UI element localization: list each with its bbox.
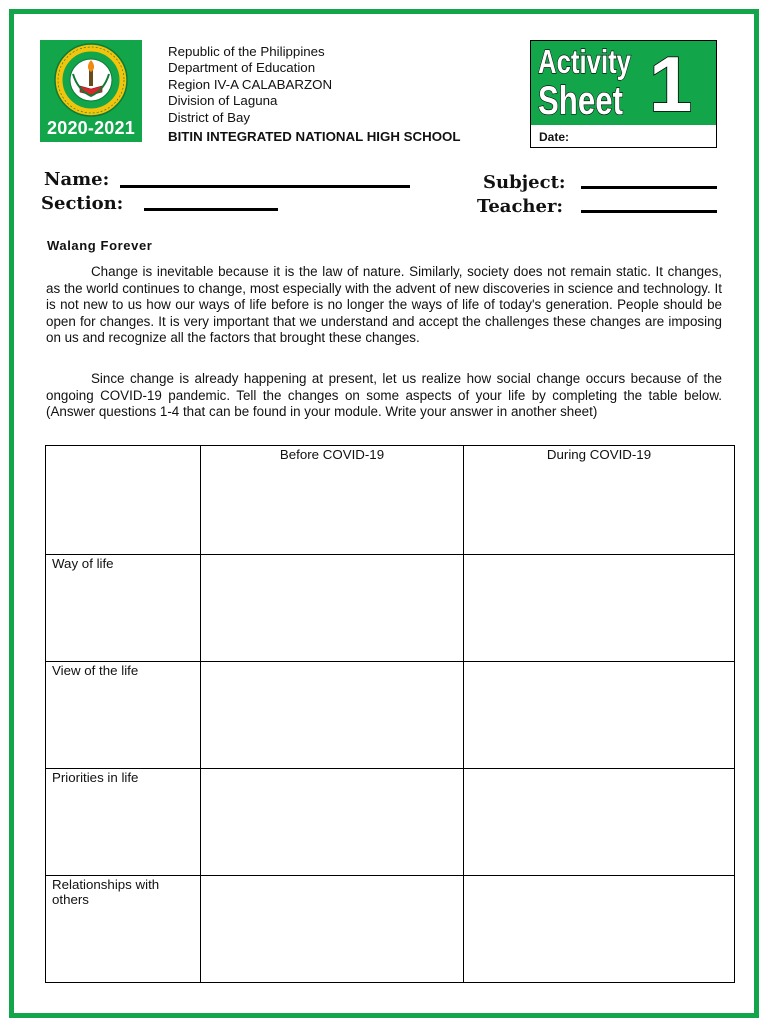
table-row [46,876,735,983]
activity-word: Activity [538,43,631,80]
header-line: Division of Laguna [168,93,278,109]
teacher-label: Teacher: [477,196,564,217]
row-label-cell [46,769,201,876]
table-row [46,555,735,662]
row-label-cell [46,555,201,662]
header-line: Region IV-A CALABARZON [168,76,333,92]
seal-graphic [40,40,142,120]
row-label: View of the life [52,663,139,678]
name-label: Name: [44,169,110,190]
column-header-during: During COVID-19 [464,446,735,555]
activity-number: 1 [649,40,693,128]
row-label-cell [46,662,201,769]
seal-year: 2020-2021 [47,118,135,138]
header-line: Department of Education [168,60,316,76]
header-line: District of Bay [168,109,251,125]
intro-paragraph: Change is inevitable because it is the law of nature. Similarly, society does not remain static. It changes, as the world continues to change, most especially with the advent of new discoveries in science and technology. It is not new to us how our ways of life before is no longer the ways of life of today's generation. People should be open for changes. It is very important that we understand and accept the challenges these changes are imposing on us and recognize all the factors that brought these changes. [46,264,722,346]
header-line: Republic of the Philippines [168,44,325,59]
date-label: Date: [539,130,570,144]
agency-header [168,44,461,145]
table-row [46,662,735,769]
answer-cell-during[interactable] [464,662,735,769]
subject-label: Subject: [483,172,566,193]
row-label: Relationships with others [52,877,160,907]
school-seal [40,40,142,142]
subject-field[interactable] [581,186,717,189]
comparison-table [45,445,735,983]
table-header-row [46,446,735,555]
name-field[interactable] [120,185,410,188]
row-label: Priorities in life [52,770,139,785]
answer-cell-during[interactable] [464,555,735,662]
sheet-word: Sheet [538,79,623,123]
activity-sheet-banner [531,40,716,128]
school-name: BITIN INTEGRATED NATIONAL HIGH SCHOOL [168,129,461,145]
activity-sheet-badge [530,40,717,148]
section-field[interactable] [144,208,278,211]
answer-cell-during[interactable] [464,876,735,983]
table-row [46,769,735,876]
answer-cell-before[interactable] [201,555,464,662]
answer-cell-during[interactable] [464,769,735,876]
row-label-cell [46,876,201,983]
row-label: Way of life [52,556,114,571]
instruction-paragraph: Since change is already happening at present, let us realize how social change occurs because of the ongoing COVID-19 pandemic. Tell the changes on some aspects of your life by completing the table below. (Answer questions 1-4 that can be found in your module. Write your answer in another sheet) [46,371,722,420]
activity-title: Walang Forever [47,238,153,253]
teacher-field[interactable] [581,210,717,213]
section-label: Section: [41,193,124,214]
answer-cell-before[interactable] [201,662,464,769]
table-corner-cell [46,446,201,555]
answer-cell-before[interactable] [201,876,464,983]
answer-cell-before[interactable] [201,769,464,876]
column-header-before: Before COVID-19 [201,446,464,555]
